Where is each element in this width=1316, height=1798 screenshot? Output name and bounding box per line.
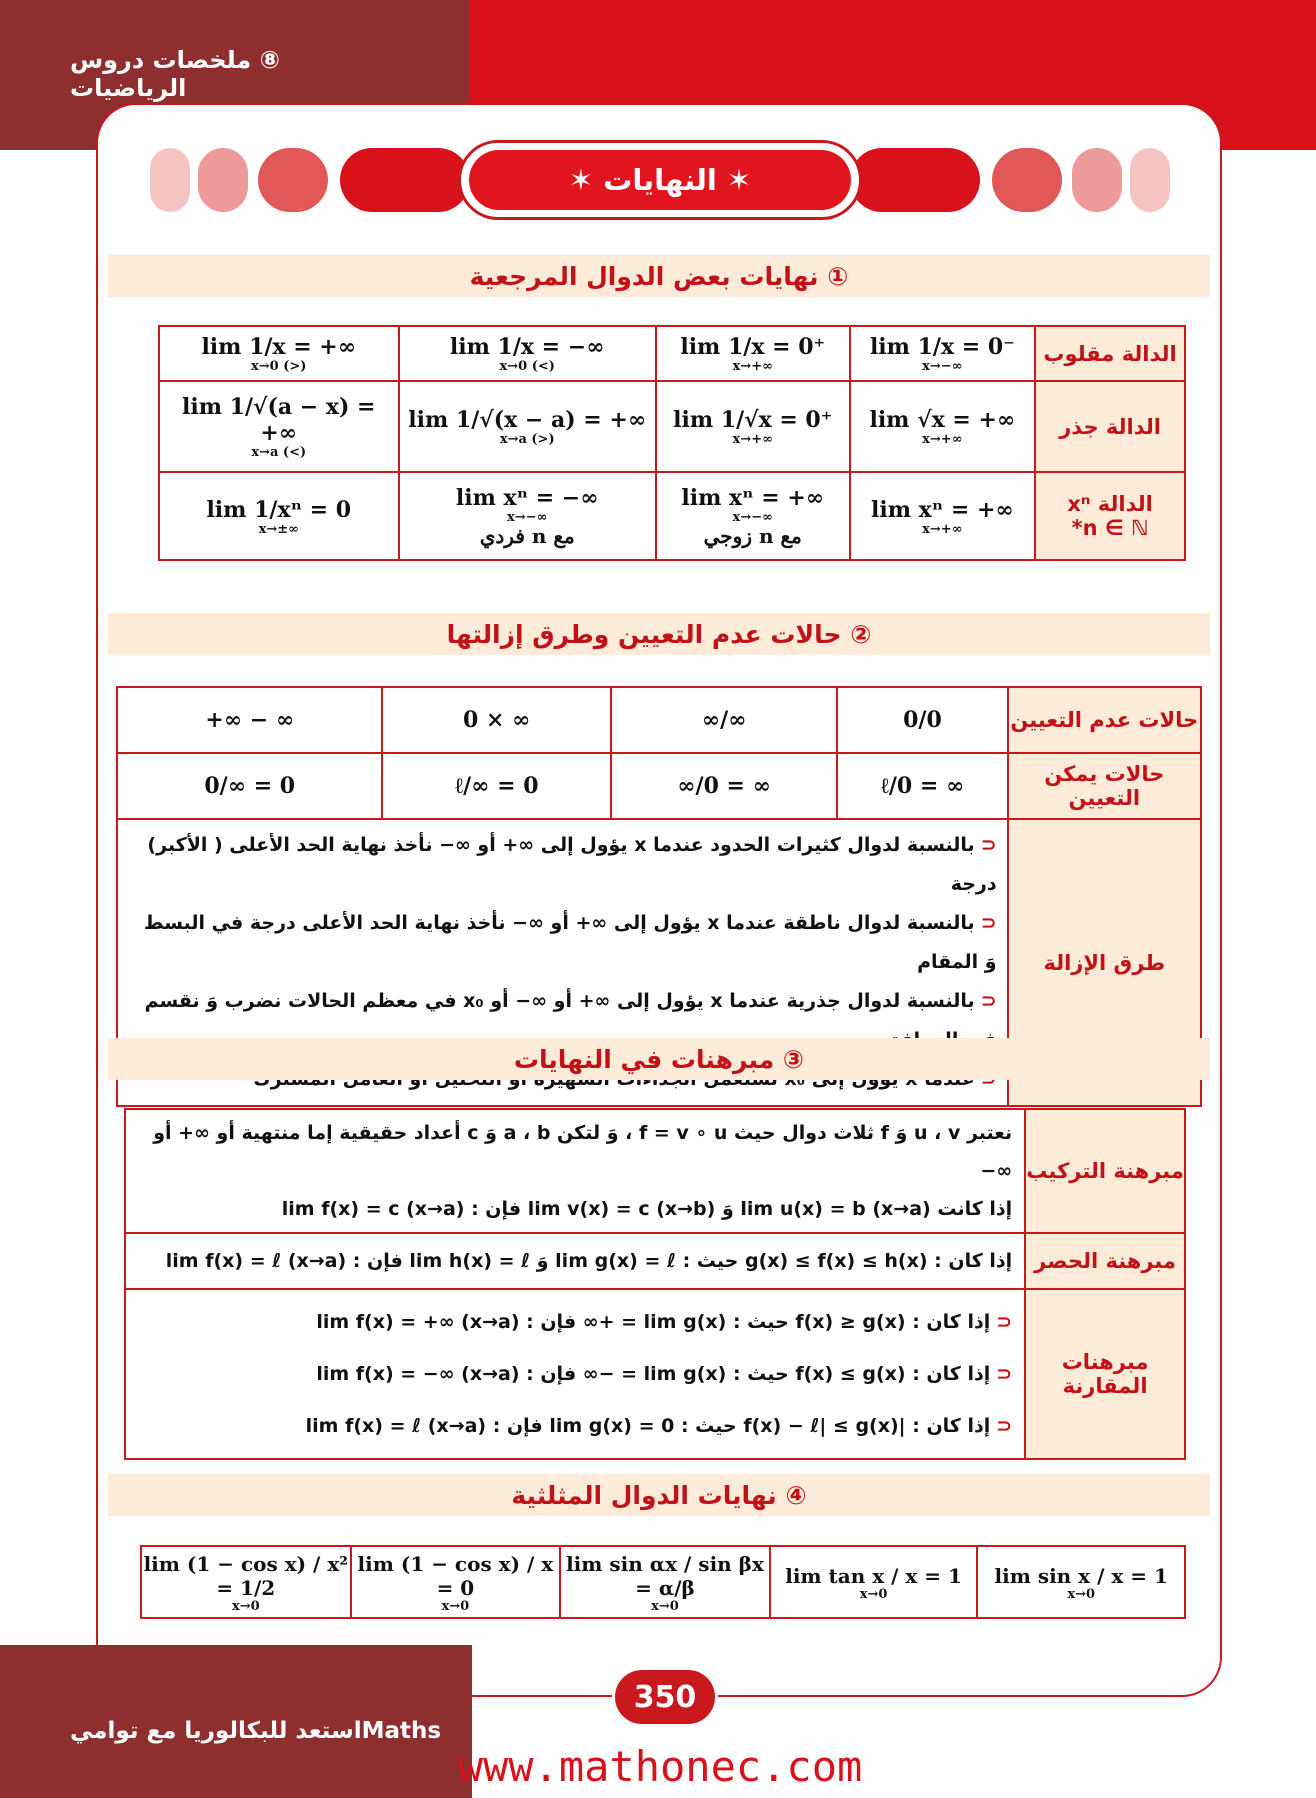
- label-composition: مبرهنة التركيب: [1025, 1109, 1185, 1233]
- website-url[interactable]: www.mathonec.com: [457, 1742, 863, 1791]
- cell-2-2: lim 1/√x = 0⁺ x→+∞: [656, 381, 850, 472]
- title-pill: [458, 140, 862, 220]
- cell-2-3: lim 1/√(x − a) = +∞ x→a (>): [399, 381, 656, 472]
- title-banner: [150, 140, 1170, 220]
- label-determinate: حالات يمكن التعيين: [1008, 753, 1201, 819]
- cell-3-2: lim xⁿ = +∞ x→−∞ مع n زوجي: [656, 472, 850, 560]
- label-power: الدالة xⁿ n ∈ ℕ*: [1035, 472, 1185, 560]
- label-squeeze: مبرهنة الحصر: [1025, 1233, 1185, 1289]
- page-title: ✶ النهايات ✶: [469, 150, 851, 210]
- trig-4: lim (1 − cos x) / x = 0 x→0: [351, 1546, 561, 1618]
- cell-3-4: lim 1/xⁿ = 0 x→±∞: [159, 472, 399, 560]
- indet-1: 0/0: [837, 687, 1007, 753]
- squeeze-theorem: إذا كان : g(x) ≤ f(x) ≤ h(x) حيث : lim g(x) = ℓ وَ lim h(x) = ℓ فإن : lim f(x) = ℓ (x→a): [125, 1233, 1025, 1289]
- indet-3: 0 × ∞: [382, 687, 610, 753]
- cell-1-3: lim 1/x = −∞ x→0 (<): [399, 326, 656, 381]
- reference-limits-table: [158, 325, 1186, 561]
- section-4-heading: ④ نهايات الدوال المثلثية: [108, 1474, 1210, 1516]
- trig-2: lim tan x / x = 1 x→0: [770, 1546, 978, 1618]
- det-1: ℓ/0 = ∞: [837, 753, 1007, 819]
- section-2-heading: ② حالات عدم التعيين وطرق إزالتها: [108, 613, 1210, 655]
- footer-text: استعد للبكالوريا مع تواميMaths: [70, 1718, 442, 1744]
- trig-3: lim sin αx / sin βx = α/β x→0: [560, 1546, 770, 1618]
- theorems-table: [124, 1108, 1186, 1460]
- cell-3-1: lim xⁿ = +∞ x→+∞: [850, 472, 1036, 560]
- comparison-3: ⊂إذا كان : |f(x) − ℓ| ≤ g(x) حيث : lim g(x) = 0 فإن : lim f(x) = ℓ (x→a): [305, 1415, 1013, 1437]
- comparison-theorems: [125, 1289, 1025, 1459]
- comparison-1: ⊂إذا كان : f(x) ≥ g(x) حيث : lim g(x) = +∞ فإن : lim f(x) = +∞ (x→a): [316, 1311, 1013, 1333]
- trig-limits-table: [140, 1545, 1186, 1619]
- label-sqrt: الدالة جذر: [1035, 381, 1185, 472]
- label-inverse: الدالة مقلوب: [1035, 326, 1185, 381]
- composition-theorem: نعتبر u ، v وَ f ثلاث دوال حيث f = v ∘ u ، وَ لتكن a ، b وَ c أعداد حقيقية إما منتهية أو ∞+ أو ∞− إذا كانت lim u(x) = b (x→a) وَ lim v(x) = c (x→b) فإن : lim f(x) = c (x→a): [125, 1109, 1025, 1233]
- det-3: ℓ/∞ = 0: [382, 753, 610, 819]
- trig-5: lim (1 − cos x) / x² = 1/2 x→0: [141, 1546, 351, 1618]
- cell-1-1: lim 1/x = 0⁻ x→−∞: [850, 326, 1036, 381]
- indet-2: ∞/∞: [611, 687, 837, 753]
- page-number: 350: [612, 1667, 718, 1727]
- label-indeterminate: حالات عدم التعيين: [1008, 687, 1201, 753]
- cell-2-4: lim 1/√(a − x) = +∞ x→a (<): [159, 381, 399, 472]
- section-1-heading: ① نهايات بعض الدوال المرجعية: [108, 255, 1210, 297]
- comparison-2: ⊂إذا كان : f(x) ≤ g(x) حيث : lim g(x) = −∞ فإن : lim f(x) = −∞ (x→a): [316, 1363, 1013, 1385]
- header-title: ⑧ ملخصات دروس الرياضيات: [70, 46, 280, 102]
- label-removal: طرق الإزالة: [1008, 819, 1201, 1106]
- method-3: ⊂بالنسبة لدوال جذرية عندما x يؤول إلى ∞+ أو ∞− أو x₀ في معظم الحالات نضرب وَ نقسم: [144, 990, 997, 1012]
- section-3-heading: ③ مبرهنات في النهايات: [108, 1038, 1210, 1080]
- det-2: ∞/0 = ∞: [611, 753, 837, 819]
- trig-1: lim sin x / x = 1 x→0: [977, 1546, 1185, 1618]
- cell-2-1: lim √x = +∞ x→+∞: [850, 381, 1036, 472]
- method-1: ⊂بالنسبة لدوال كثيرات الحدود عندما x يؤول إلى ∞+ أو ∞− نأخذ نهاية الحد الأعلى ( الأكبر) درجة: [147, 834, 997, 895]
- label-comparison: مبرهنات المقارنة: [1025, 1289, 1185, 1459]
- cell-1-2: lim 1/x = 0⁺ x→+∞: [656, 326, 850, 381]
- indet-4: +∞ − ∞: [117, 687, 382, 753]
- method-2: ⊂بالنسبة لدوال ناطقة عندما x يؤول إلى ∞+ أو ∞− نأخذ نهاية الحد الأعلى درجة في البسط وَ المقام: [143, 912, 997, 973]
- det-4: 0/∞ = 0: [117, 753, 382, 819]
- cell-3-3: lim xⁿ = −∞ x→−∞ مع n فردي: [399, 472, 656, 560]
- cell-1-4: lim 1/x = +∞ x→0 (>): [159, 326, 399, 381]
